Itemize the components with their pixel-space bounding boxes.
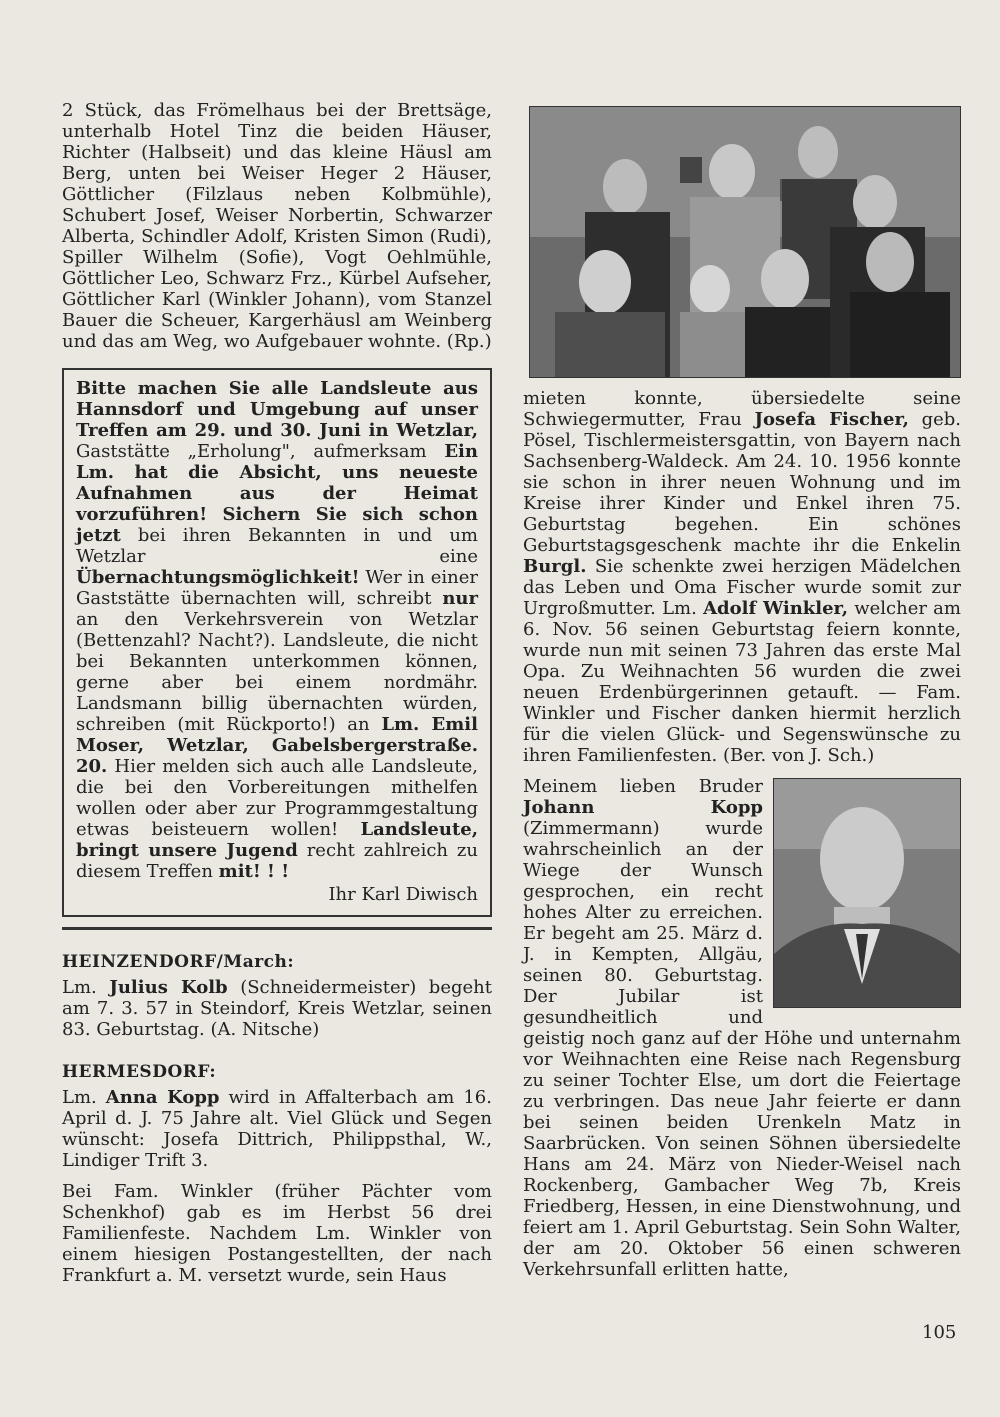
heinzendorf-prefix: Lm. bbox=[62, 977, 97, 998]
notice-bold-2: Ein Lm. hat die Absicht, uns neueste Aufnahmen aus der Heimat vorzuführen! Sichern Sie sich schon jetzt bbox=[76, 441, 478, 546]
meeting-notice-box bbox=[62, 368, 492, 917]
hermesdorf-prefix: Lm. bbox=[62, 1087, 97, 1108]
winkler-cont-3: Sie schenkte zwei herzigen Mädelchen das Leben und Oma Fischer wurde somit zur Urgroßmutter. Lm. bbox=[523, 556, 961, 619]
notice-bold-8: Lm. Emil Moser, Wetzlar, Gabelsbergerstraße. 20. bbox=[76, 714, 478, 777]
section-divider bbox=[62, 927, 492, 930]
notice-text-9: Hier melden sich auch alle Landsleute, die bei den Vorbereitungen mithelfen wollen oder aber zur Programmgestaltung etwas beisteuern wollen! bbox=[76, 756, 478, 840]
winkler-cont-1: mieten konnte, übersiedelte seine Schwiegermutter, Frau bbox=[523, 388, 961, 430]
notice-text-5: Wer in einer Gaststätte übernachten will, schreibt bbox=[76, 567, 478, 609]
hermesdorf-text: wird in Affalterbach am 16. April d. J. 75 Jahre alt. Viel Glück und Segen wünscht: Josefa Dittrich, Philippsthal, W., Lindiger Trift 3. bbox=[62, 1087, 492, 1171]
notice-signature: Ihr Karl Diwisch bbox=[328, 884, 478, 905]
kopp-section bbox=[523, 776, 961, 1280]
hermesdorf-name: Anna Kopp bbox=[105, 1087, 220, 1108]
intro-paragraph: 2 Stück, das Frömelhaus bei der Brettsäge, unterhalb Hotel Tinz die beiden Häuser, Richter (Halbseit) und das kleine Häusl am Berg, unten bei Weiser Heger 2 Häuser, Göttlicher (Filzlaus neben Kolbmühle), Schubert Josef, Weiser Norbertin, Schwarzer Alberta, Schindler Adolf, Kristen Simon (Rudi), Spiller Wilhelm (Sofie), Vogt Oehlmühle, Göttlicher Leo, Schwarz Frz., Kürbel Aufseher, Göttlicher Karl (Winkler Johann), vom Stanzel Bauer die Scheuer, Kargerhäusl am Weinberg und das am Weg, wo Aufgebauer wohnte. (Rp.) bbox=[62, 100, 492, 352]
notice-text bbox=[76, 378, 478, 882]
name-johann-kopp: Johann Kopp bbox=[523, 797, 763, 818]
notice-text-11: recht zahlreich zu diesem Treffen bbox=[76, 840, 478, 882]
right-column bbox=[523, 106, 961, 1280]
notice-bold-12: mit! ! ! bbox=[218, 861, 290, 882]
heinzendorf-name: Julius Kolb bbox=[109, 977, 228, 998]
winkler-paragraph: Bei Fam. Winkler (früher Pächter vom Schenkhof) gab es im Herbst 56 drei Familienfeste. Nachdem Lm. Winkler von einem hiesigen Postangestellten, der nach Frankfurt a. M. versetzt wurde, sein Haus bbox=[62, 1181, 492, 1286]
portrait-photo-image bbox=[774, 779, 960, 1007]
kopp-2: (Zimmermann) wurde wahrscheinlich an der Wiege der Wunsch gesprochen, ein recht hohes Alter zu erreichen. Er begeht am 25. März d. J. in Kempten, Allgäu, seinen 80. Geburtstag. Der Jubilar ist gesundheitlich und geistig noch ganz auf der Höhe und unternahm vor Weihnachten eine Reise nach Regensburg zu seiner Tochter Else, um dort die Feiertage zu verbringen. Das neue Jahr feierte er dann bei seinen beiden Urenkeln Matz in Saarbrücken. Von seinen Söhnen übersiedelte Hans am 24. März von Nieder-Weisel nach Rockenberg, Gambacher Weg 7b, Kreis Friedberg, Hessen, in eine Dienstwohnung, und feiert am 1. April Geburtstag. Sein Sohn Walter, der am 20. Oktober 56 einen schweren Verkehrsunfall erlitten hatte, bbox=[523, 818, 962, 1280]
name-burgl: Burgl. bbox=[523, 556, 587, 577]
heinzendorf-paragraph bbox=[62, 977, 492, 1040]
family-photo-image bbox=[530, 107, 960, 377]
notice-bold-4: Übernachtungsmöglichkeit! bbox=[76, 567, 360, 588]
name-adolf: Adolf Winkler, bbox=[703, 598, 848, 619]
notice-bold-6: nur bbox=[442, 588, 478, 609]
notice-text-3: bei ihren Bekannten in und um Wetzlar eine bbox=[76, 525, 478, 567]
winkler-cont-4: welcher am 6. Nov. 56 seinen Geburtstag feiern konnte, wurde nun mit seinen 73 Jahren das erste Mal Opa. Zu Weihnachten 56 wurden die zwei neuen Erdenbürgerinnen getauft. — Fam. Winkler und Fischer danken hiermit herzlich für die vielen Glück- und Segenswünsche zu ihren Familienfesten. (Ber. von J. Sch.) bbox=[523, 598, 961, 766]
name-fischer: Josefa Fischer, bbox=[754, 409, 909, 430]
heading-hermesdorf: HERMESDORF: bbox=[62, 1062, 217, 1082]
heinzendorf-text: (Schneidermeister) begeht am 7. 3. 57 in Steindorf, Kreis Wetzlar, seinen 83. Geburtstag. (A. Nitsche) bbox=[62, 977, 492, 1040]
notice-bold-intro: Bitte machen Sie alle Landsleute aus Hannsdorf und Umgebung auf unser Treffen am 29. und 30. Juni in Wetzlar, bbox=[76, 378, 478, 441]
notice-text-1: Gaststätte „Erholung", aufmerksam bbox=[76, 441, 427, 462]
winkler-cont-2: geb. Pösel, Tischlermeistersgattin, von Bayern nach Sachsenberg-Waldeck. Am 24. 10. 1956 konnte sie schon in ihrer neuen Wohnung und im Kreise ihrer Kinder und Enkel ihren 75. Geburtstag begehen. Ein schönes Geburtstagsgeschenk machte ihr die Enkelin bbox=[523, 409, 961, 556]
notice-bold-10: Landsleute, bringt unsere Jugend bbox=[76, 819, 478, 861]
portrait-photo bbox=[773, 778, 961, 1008]
notice-text-7: an den Verkehrsverein von Wetzlar (Bettenzahl? Nacht?). Landsleute, die nicht bei Bekannten unterkommen können, gerne aber bei einem nordmähr. Landsmann billig übernachten würden, schreiben (mit Rückporto!) an bbox=[76, 609, 478, 735]
page-number: 105 bbox=[922, 1322, 957, 1343]
heading-heinzendorf: HEINZENDORF/March: bbox=[62, 952, 295, 972]
hermesdorf-paragraph bbox=[62, 1087, 492, 1171]
winkler-continuation bbox=[523, 388, 961, 766]
left-column bbox=[62, 100, 492, 1286]
family-photo bbox=[529, 106, 961, 378]
kopp-1: Meinem lieben Bruder bbox=[523, 776, 763, 797]
